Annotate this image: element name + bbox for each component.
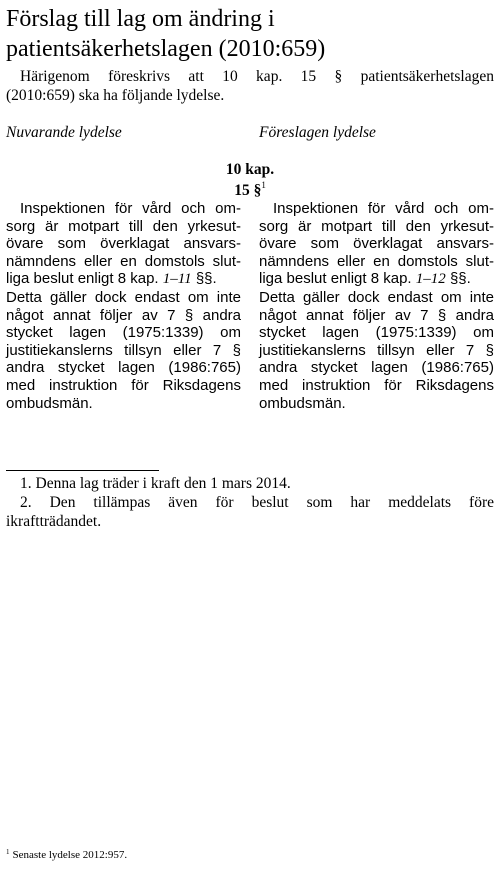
text-line: något annat följer av 7 § andra [259,306,494,324]
chapter-heading: 10 kap. [225,161,275,178]
text-line [6,270,241,289]
title-line-2: patientsäkerhetslagen (2010:659) [6,36,326,62]
document-title [6,4,486,64]
footnote-number: 1 [6,848,10,856]
section-number: 15 § [234,182,262,199]
proposed-wording-text [259,200,494,412]
text-line: med instruktion för Riksdagens [6,376,241,394]
provision-1: 1. Denna lag träder i kraft den 1 mars 2014. [20,475,291,492]
title-line-1: Förslag till lag om ändring i [6,6,275,32]
section-range: 1–11 [162,271,192,288]
text-line: stycket lagen (1975:1339) om [6,324,241,342]
text-line: nämndens eller en domstols slut- [6,252,241,270]
section-heading [0,180,500,200]
page-footnote [6,848,127,861]
text-line: Inspektionen för vård och om- [273,200,494,217]
text-line: något annat följer av 7 § andra [6,306,241,324]
text-line: sorg är motpart till den yrkesut- [6,217,241,235]
current-wording-text [6,200,241,412]
provision-2-line-1: 2. Den tillämpas även för beslut som har meddelats före [20,494,494,511]
footnote-reference: 1 [261,180,266,190]
text-fragment: §§. [191,270,217,288]
text-line: ombudsmän. [259,394,346,412]
intro-paragraph [6,67,494,105]
text-line: stycket lagen (1975:1339) om [259,324,494,342]
text-fragment: §§. [445,270,471,288]
provision-2-line-2: ikraftträdandet. [6,513,102,530]
text-line: Detta gäller dock endast om inte [259,288,494,306]
text-line: nämndens eller en domstols slut- [259,252,494,270]
intro-line-1: Härigenom föreskrivs att 10 kap. 15 § patientsäkerhetslagen [20,68,494,85]
text-line: övare som överklagat ansvars- [259,235,494,253]
text-line: justitiekanslerns tillsyn eller 7 § [259,341,494,359]
text-line: sorg är motpart till den yrkesut- [259,217,494,235]
text-line: justitiekanslerns tillsyn eller 7 § [6,341,241,359]
transition-provisions [6,474,494,531]
current-wording-heading: Nuvarande lydelse [6,124,122,141]
text-fragment: liga beslut enligt 8 kap. [6,270,163,288]
proposed-wording-heading: Föreslagen lydelse [259,124,376,141]
footnote-text: Senaste lydelse 2012:957. [12,849,128,861]
intro-line-2: (2010:659) ska ha följande lydelse. [6,87,225,104]
text-line: Inspektionen för vård och om- [20,200,241,217]
text-line: övare som överklagat ansvars- [6,235,241,253]
text-line: andra stycket lagen (1986:765) [6,359,241,377]
section-range: 1–12 [415,271,446,288]
text-line: ombudsmän. [6,394,93,412]
text-line [259,270,494,289]
text-line: andra stycket lagen (1986:765) [259,359,494,377]
transition-divider [6,470,159,471]
text-line: med instruktion för Riksdagens [259,376,494,394]
text-fragment: liga beslut enligt 8 kap. [259,270,416,288]
text-line: Detta gäller dock endast om inte [6,288,241,306]
